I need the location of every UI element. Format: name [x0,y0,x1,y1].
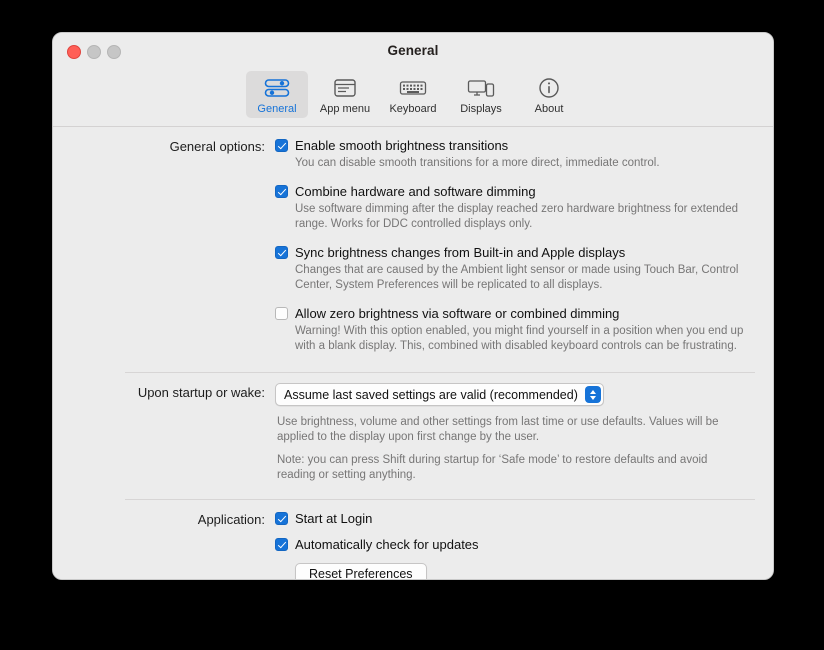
help-startup-2: Note: you can press Shift during startup for ‘Safe mode’ to restore defaults and avoid reading or setting anything. [277,454,708,481]
checkbox-label: Allow zero brightness via software or combined dimming [295,306,620,321]
tab-general-label: General [257,103,297,115]
minimize-window-button[interactable] [87,45,101,59]
checkbox-label: Enable smooth brightness transitions [295,138,509,153]
checkbox-label: Automatically check for updates [295,537,479,552]
help-enable-smooth-transitions: You can disable smooth transitions for a more direct, immediate control. [295,157,660,169]
keyboard-icon [384,75,442,101]
startup-behavior-value: Assume last saved settings are valid (recommended) [284,387,578,402]
checkbox-label: Combine hardware and software dimming [295,184,536,199]
tab-app-menu[interactable] [314,71,376,118]
window-title: General [387,43,439,58]
application-section [53,500,773,580]
checkbox-start-at-login[interactable] [275,510,755,527]
reset-preferences-button[interactable]: Reset Preferences [295,563,427,580]
info-circle-icon [520,75,578,101]
startup-label: Upon startup or wake: [137,385,265,400]
startup-section [53,373,773,493]
checkbox-box[interactable] [275,185,288,198]
checkbox-box[interactable] [275,139,288,152]
preferences-content [53,127,773,580]
checkbox-box[interactable] [275,246,288,259]
tab-general[interactable] [246,71,308,118]
displays-icon [452,75,510,101]
checkbox-label: Start at Login [295,511,373,526]
startup-behavior-popup[interactable] [275,383,604,406]
checkbox-box[interactable] [275,538,288,551]
tab-displays[interactable] [450,71,512,118]
help-startup-1: Use brightness, volume and other settings from last time or use defaults. Values will be applied to the display upon first change by the user. [277,416,719,443]
help-sync-brightness: Changes that are caused by the Ambient light sensor or made using Touch Bar, Control Center, System Preferences will be replicated to all displays. [295,264,739,291]
tab-keyboard[interactable] [382,71,444,118]
tab-displays-label: Displays [460,103,502,115]
chevron-updown-icon [585,386,601,403]
brightness-slider-icon [248,75,306,101]
help-combine-dimming: Use software dimming after the display reached zero hardware brightness for extended range. Works for DDC controlled displays only. [295,203,738,230]
help-allow-zero-brightness: Warning! With this option enabled, you might find yourself in a position when you end up with a blank display. This, combined with disabled keyboard controls can be frustrating. [295,325,744,352]
checkbox-combine-dimming[interactable] [275,183,755,200]
maximize-window-button[interactable] [107,45,121,59]
checkbox-box[interactable] [275,512,288,525]
checkbox-auto-check-updates[interactable] [275,536,755,553]
checkbox-allow-zero-brightness[interactable] [275,305,755,322]
tab-keyboard-label: Keyboard [389,103,437,115]
general-options-label: General options: [169,139,265,154]
menu-window-icon [316,75,374,101]
checkbox-sync-brightness[interactable] [275,244,755,261]
window-titlebar [53,33,773,69]
tab-about[interactable] [518,71,580,118]
preferences-toolbar [53,69,773,127]
checkbox-enable-smooth-transitions[interactable] [275,137,755,154]
tab-about-label: About [534,103,564,115]
close-window-button[interactable] [67,45,81,59]
tab-app-menu-label: App menu [319,103,371,115]
checkbox-label: Sync brightness changes from Built-in and Apple displays [295,245,626,260]
application-label: Application: [197,512,265,527]
checkbox-box[interactable] [275,307,288,320]
preferences-window [52,32,774,580]
general-options-section [53,127,773,366]
